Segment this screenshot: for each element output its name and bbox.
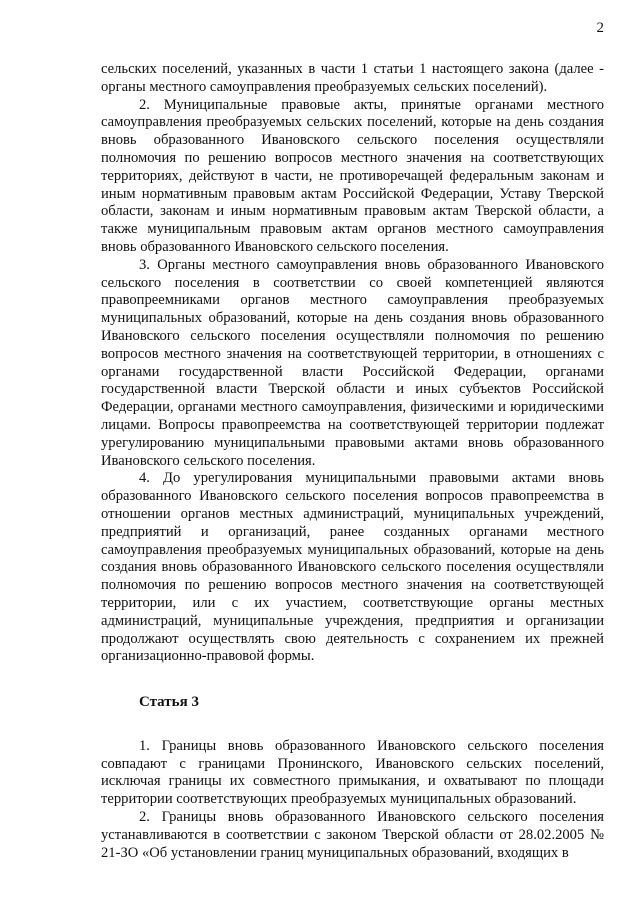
- article-3-paragraph-1: 1. Границы вновь образованного Ивановского сельского поселения совпадают с границами Пронинского, Ивановского сельских поселений, исключая границы их совместного примыкания, и охватывают по площади территории соответствующих преобразуемых муниципальных образований.: [101, 737, 604, 808]
- paragraph-4: 4. До урегулирования муниципальными правовыми актами вновь образованного Ивановского сельского поселения вопросов правопреемства в отношении органов местных администраций, муниципальных учреждений, предприятий и организаций, ранее созданных органами местного самоуправления преобразуемых муниципальных образований, которые на день создания вновь образованного Ивановского сельского поселения осуществляли полномочия по решению вопросов местного значения на соответствующей территории, или с их участием, соответствующие органы местных администраций, муниципальные учреждения, предприятия и организации продолжают осуществлять свою деятельность с сохранением их прежней организационно-правовой формы.: [101, 470, 604, 665]
- paragraph-3: 3. Органы местного самоуправления вновь образованного Ивановского сельского поселения в соответствии со своей компетенцией являются правопреемниками органов местного самоуправления преобразуемых муниципальных образований, которые на день создания вновь образованного Ивановского сельского поселения осуществляли полномочия по решению вопросов местного значения на соответствующей территории, в отношениях с органами государственной власти Российской Федерации, органами государственной власти Тверской области и иных субъектов Российской Федерации, органами местного самоуправления, физическими и юридическими лицами. Вопросы правопреемства на соответствующей территории подлежат урегулированию муниципальными правовыми актами вновь образованного Ивановского сельского поселения.: [101, 256, 604, 469]
- paragraph-continuation: сельских поселений, указанных в части 1 статьи 1 настоящего закона (далее - органы местного самоуправления преобразуемых сельских поселений).: [101, 61, 604, 95]
- page-number: 2: [596, 20, 604, 36]
- article-heading: Статья 3: [139, 694, 199, 711]
- article-3-paragraph-2: 2. Границы вновь образованного Ивановского сельского поселения устанавливаются в соответствии с законом Тверской области от 28.02.2005 № 21-ЗО «Об установлении границ муниципальных образований, входящих в: [101, 809, 604, 861]
- document-body: [101, 61, 604, 862]
- paragraph-2: 2. Муниципальные правовые акты, принятые органами местного самоуправления преобразуемых сельских поселений, которые на день создания вновь образованного Ивановского сельского поселения осуществляли полномочия по решению вопросов местного значения на соответствующих территориях, действуют в части, не противоречащей федеральным законам и иным нормативным правовым актам Российской Федерации, Уставу Тверской области, законам и иным нормативным правовым актам Тверской области, а также муниципальным правовым актам органов местного самоуправления вновь образованного Ивановского сельского поселения.: [101, 96, 604, 255]
